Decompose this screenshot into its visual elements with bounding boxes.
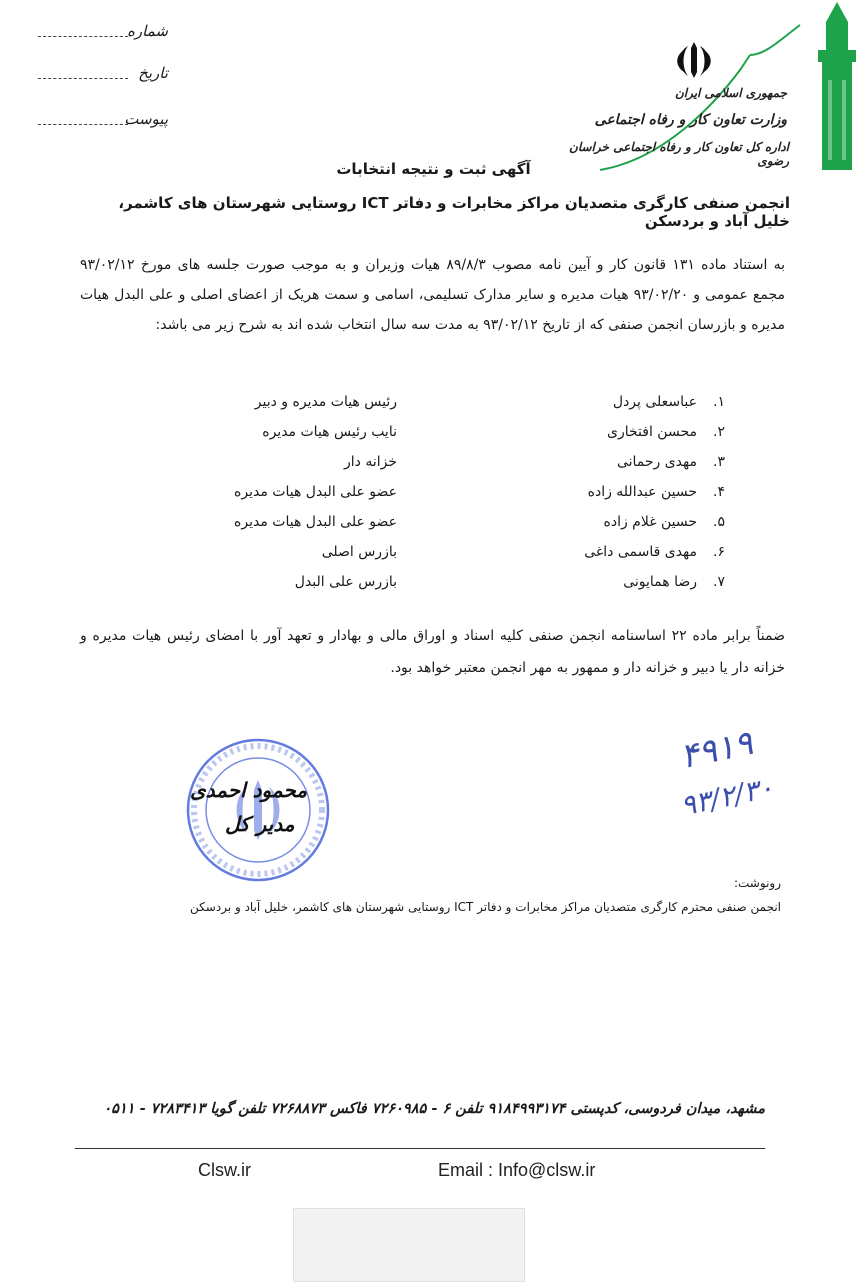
member-name: رضا همایونی	[623, 574, 697, 590]
handwritten-number: ۴۹۱۹	[676, 722, 757, 778]
member-role: رئیس هیات مدیره و دبیر	[254, 394, 397, 410]
dotted-line	[38, 78, 128, 79]
dotted-line	[38, 124, 128, 125]
member-name: حسین عبدالله زاده	[587, 484, 697, 500]
page-title: آگهی ثبت و نتیجه انتخابات	[336, 160, 531, 178]
date-label: تاریخ	[138, 64, 168, 82]
header-org-line-1: جمهوری اسلامی ایران	[674, 86, 787, 100]
member-number: ۶.	[713, 544, 725, 560]
member-role: عضو علی البدل هیات مدیره	[234, 484, 397, 500]
member-role: بازرس علی البدل	[294, 574, 397, 590]
page-subtitle: انجمن صنفی کارگری متصدیان مراکز مخابرات و دفاتر ICT روستایی شهرستان های کاشمر، خلیل آباد و بردسکن	[118, 194, 790, 230]
member-row	[0, 574, 867, 602]
member-name: محسن افتخاری	[607, 424, 697, 440]
footer-email: Email : Info@clsw.ir	[438, 1160, 596, 1180]
member-number: ۴.	[713, 484, 725, 500]
member-number: ۳.	[713, 454, 725, 470]
member-role: نایب رئیس هیات مدیره	[262, 424, 397, 440]
member-name: عباسعلی پردل	[612, 394, 697, 410]
reference-date-field	[38, 64, 168, 88]
member-row	[0, 394, 867, 422]
member-row	[0, 454, 867, 482]
member-number: ۲.	[713, 424, 725, 440]
signatory-name: محمود احمدی	[190, 778, 308, 802]
dotted-line	[38, 36, 128, 37]
signatory-title: مدیر کل	[225, 812, 295, 836]
member-row	[0, 484, 867, 512]
iran-emblem-icon	[673, 38, 715, 82]
scan-artifact	[293, 1208, 525, 1282]
footer-website: Clsw.ir	[198, 1160, 251, 1180]
member-name: حسین غلام زاده	[603, 514, 697, 530]
handwritten-date: ۹۳/۲/۳۰	[677, 770, 777, 823]
reference-attachment-field	[38, 110, 168, 134]
header-org-line-3: اداره کل تعاون کار و رفاه اجتماعی خراسان رضوی	[569, 140, 789, 168]
member-row	[0, 544, 867, 572]
footer-divider	[75, 1148, 765, 1149]
closing-paragraph: ضمناً برابر ماده ۲۲ اساسنامه انجمن صنفی کلیه اسناد و اوراق مالی و بهادار و تعهد آور با امضای رئیس هیات مدیره و خزانه دار یا دبیر و خزانه دار و ممهور به مهر انجمن معتبر خواهد بود.	[80, 628, 786, 676]
footer-address: مشهد، میدان فردوسی، کدپستی ۹۱۸۴۹۹۳۱۷۴ تلفن ۶ - ۷۲۶۰۹۸۵ فاکس ۷۲۶۸۸۷۳ تلفن گویا ۷۲۸۳۴۱۳ - ۰۵۱۱	[103, 1100, 765, 1117]
reference-number-field	[38, 22, 168, 46]
number-label: شماره	[127, 22, 168, 40]
cc-label: رونوشت:	[733, 876, 781, 890]
member-number: ۵.	[713, 514, 725, 530]
member-name: مهدی رحمانی	[616, 454, 697, 470]
official-stamp-icon	[183, 735, 333, 885]
member-row	[0, 514, 867, 542]
member-role: عضو علی البدل هیات مدیره	[234, 514, 397, 530]
member-row	[0, 424, 867, 452]
member-number: ۷.	[713, 574, 725, 590]
member-name: مهدی قاسمی داغی	[584, 544, 697, 560]
attachment-label: پیوست	[124, 110, 168, 128]
member-role: بازرس اصلی	[321, 544, 397, 560]
member-role: خزانه دار	[343, 454, 397, 470]
cc-recipient: انجمن صنفی محترم کارگری متصدیان مراکز مخابرات و دفاتر ICT روستایی شهرستان های کاشمر، خلیل آباد و بردسکن	[190, 900, 781, 914]
intro-paragraph: به استناد ماده ۱۳۱ قانون کار و آیین نامه مصوب ۸۹/۸/۳ هیات وزیران و به موجب صورت جلسه های مورخ ۹۳/۰۲/۱۲ مجمع عمومی و ۹۳/۰۲/۲۰ هیات مدیره و سایر مدارک تسلیمی، اسامی و سمت هریک از اعضای اصلی و علی البدل هیات مدیره و بازرسان انجمن صنفی که از تاریخ ۹۳/۰۲/۱۲ به مدت سه سال انتخاب شده اند به شرح زیر می باشد:	[80, 257, 786, 333]
member-number: ۱.	[713, 394, 725, 410]
header-org-line-2: وزارت تعاون کار و رفاه اجتماعی	[594, 112, 787, 128]
